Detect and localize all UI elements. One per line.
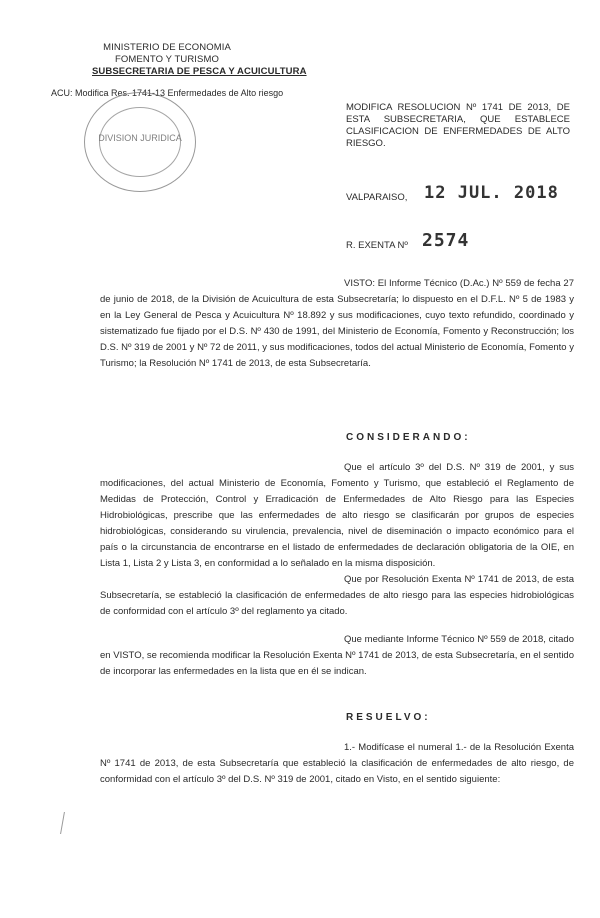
considerando-paragraph-2: Que por Resolución Exenta Nº 1741 de 2013, de esta Subsecretaría, se estableció la clasificación de enfermedades de alto riesgo para las especies hidrobiológicas de conformidad con el artículo 3º del reglamento ya citado. <box>100 574 574 617</box>
ministry-header <box>92 42 307 78</box>
place-label: VALPARAISO, <box>346 192 408 203</box>
date-stamp: 12 JUL. 2018 <box>424 183 559 203</box>
subsecretaria-name: SUBSECRETARIA DE PESCA Y ACUICULTURA <box>92 66 307 77</box>
resolution-subject: MODIFICA RESOLUCION Nº 1741 DE 2013, DE ESTA SUBSECRETARIA, QUE ESTABLECE CLASIFICACION DE ENFERMEDADES DE ALTO RIESGO. <box>346 102 570 149</box>
reference-line: ACU: Modifica Res. 1741-13 Enfermedades de Alto riesgo <box>51 88 284 98</box>
resuelvo-heading: RESUELVO: <box>346 712 431 723</box>
ministry-subtitle: FOMENTO Y TURISMO <box>115 54 219 65</box>
resolution-number: 2574 <box>422 230 470 251</box>
division-juridica-stamp <box>84 92 196 192</box>
stamp-text: DIVISION JURIDICA <box>98 133 182 143</box>
considerando-heading: CONSIDERANDO: <box>346 432 471 443</box>
resolution-label: R. EXENTA Nº <box>346 240 408 251</box>
considerando-paragraph-3: Que mediante Informe Técnico Nº 559 de 2018, citado en VISTO, se recomienda modificar la Resolución Exenta Nº 1741 de 2013, de esta Subsecretaría, en el sentido de incorporar las enfermedades en la lista que en él se indican. <box>100 634 574 677</box>
considerando-paragraph-1: Que el artículo 3º del D.S. Nº 319 de 2001, y sus modificaciones, del actual Ministerio de Economía, Fomento y Turismo, que estableció el Reglamento de Medidas de Protección, Control y Erradicación de Enfermedades de Alto Riesgo para las Especies Hidrobiológicas, prescribe que las enfermedades de alto riesgo se clasificarán por grupos de especies hidrobiológicas, considerando su virulencia, prevalencia, nivel de diseminación o impacto económico para el país o la circunstancia de encontrarse en el listado de enfermedades de declaración obligatoria de la OIE, en Lista 1, Lista 2 y Lista 3, en conformidad a lo señalado en la misma disposición. <box>100 462 574 569</box>
margin-mark <box>60 812 69 834</box>
ministry-name: MINISTERIO DE ECONOMIA <box>103 42 231 53</box>
resuelvo-paragraph-1: 1.- Modifícase el numeral 1.- de la Resolución Exenta Nº 1741 de 2013, de esta Subsecretaría que estableció la clasificación de enfermedades de alto riesgo, de conformidad con el artículo 3º del D.S. Nº 319 de 2001, citado en Visto, en el sentido siguiente: <box>100 742 574 785</box>
visto-paragraph: VISTO: El Informe Técnico (D.Ac.) Nº 559 de fecha 27 de junio de 2018, de la División de Acuicultura de esta Subsecretaría; lo dispuesto en el D.F.L. Nº 5 de 1983 y en la Ley General de Pesca y Acuicultura Nº 18.892 y sus modificaciones, cuyo texto refundido, coordinado y sistematizado fue fijado por el D.S. Nº 430 de 1991, del Ministerio de Economía, Fomento y Reconstrucción; los D.S. Nº 319 de 2001 y Nº 72 de 2011, y sus modificaciones, todos del actual Ministerio de Economía, Fomento y Turismo; la Resolución Nº 1741 de 2013, de esta Subsecretaría. <box>100 278 574 369</box>
